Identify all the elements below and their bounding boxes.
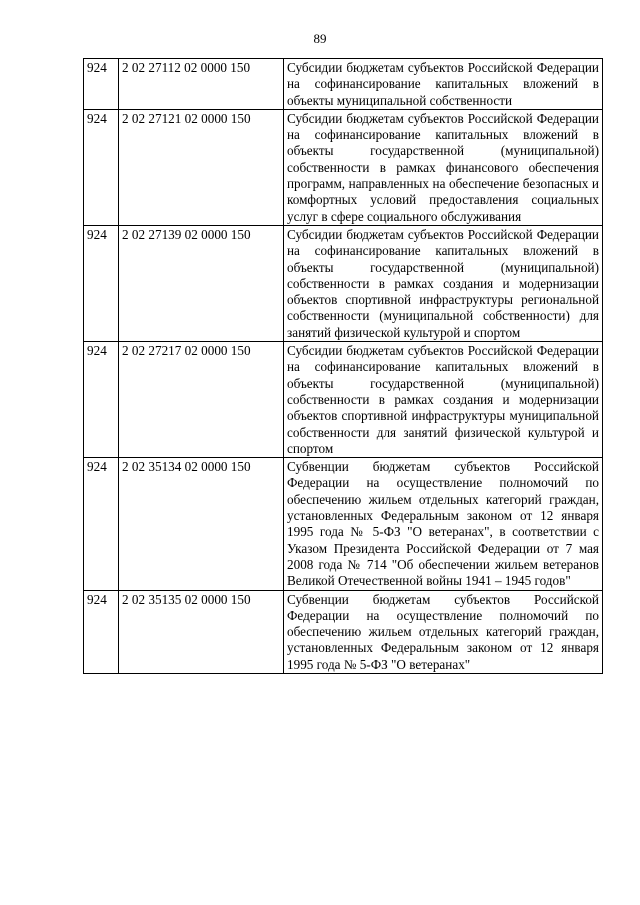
revenue-name-cell: Субвенции бюджетам субъектов Российской Федерации на осуществление полномочий по обеспечению жильем отдельных категорий граждан, установленных Федеральным законом от 12 января 1995 года № 5-ФЗ "О ветеранах" (284, 590, 603, 673)
table-row (84, 458, 603, 590)
table-row (84, 109, 603, 225)
revenue-name-cell: Субвенции бюджетам субъектов Российской Федерации на осуществление полномочий по обеспечению жильем отдельных категорий граждан, установленных Федеральным законом от 12 января 1995 года № 5-ФЗ "О ветеранах", в соответствии с Указом Президента Российской Федерации от 7 мая 2008 года № 714 "Об обеспечении жильем ветеранов Великой Отечественной войны 1941 – 1945 годов" (284, 458, 603, 590)
admin-code-cell: 924 (84, 342, 119, 458)
page-number: 89 (313, 31, 327, 46)
budget-classification-code-cell: 2 02 35134 02 0000 150 (119, 458, 284, 590)
table-row (84, 59, 603, 110)
table-row (84, 225, 603, 341)
budget-classification-code-cell: 2 02 27112 02 0000 150 (119, 59, 284, 110)
admin-code-cell: 924 (84, 59, 119, 110)
table-row (84, 342, 603, 458)
budget-classification-code-cell: 2 02 27139 02 0000 150 (119, 225, 284, 341)
revenue-name-cell: Субсидии бюджетам субъектов Российской Федерации на софинансирование капитальных вложений в объекты государственной (муниципальной) собственности в рамках финансового обеспечения программ, направленных на обеспечение безопасных и комфортных условий предоставления социальных услуг в сфере социального обслуживания (284, 109, 603, 225)
budget-classification-code-cell: 2 02 27121 02 0000 150 (119, 109, 284, 225)
admin-code-cell: 924 (84, 458, 119, 590)
budget-classification-code-cell: 2 02 27217 02 0000 150 (119, 342, 284, 458)
revenue-name-cell: Субсидии бюджетам субъектов Российской Федерации на софинансирование капитальных вложений в объекты государственной (муниципальной) собственности в рамках создания и модернизации объектов спортивной инфраструктуры региональной собственности (муниципальной собственности) для занятий физической культурой и спортом (284, 225, 603, 341)
admin-code-cell: 924 (84, 109, 119, 225)
budget-classification-code-cell: 2 02 35135 02 0000 150 (119, 590, 284, 673)
revenue-name-cell: Субсидии бюджетам субъектов Российской Федерации на софинансирование капитальных вложений в объекты муниципальной собственности (284, 59, 603, 110)
table-row (84, 590, 603, 673)
admin-code-cell: 924 (84, 225, 119, 341)
revenue-name-cell: Субсидии бюджетам субъектов Российской Федерации на софинансирование капитальных вложений в объекты государственной (муниципальной) собственности в рамках создания и модернизации объектов спортивной инфраструктуры муниципальной собственности для занятий физической культурой и спортом (284, 342, 603, 458)
budget-revenue-table (83, 58, 603, 674)
admin-code-cell: 924 (84, 590, 119, 673)
